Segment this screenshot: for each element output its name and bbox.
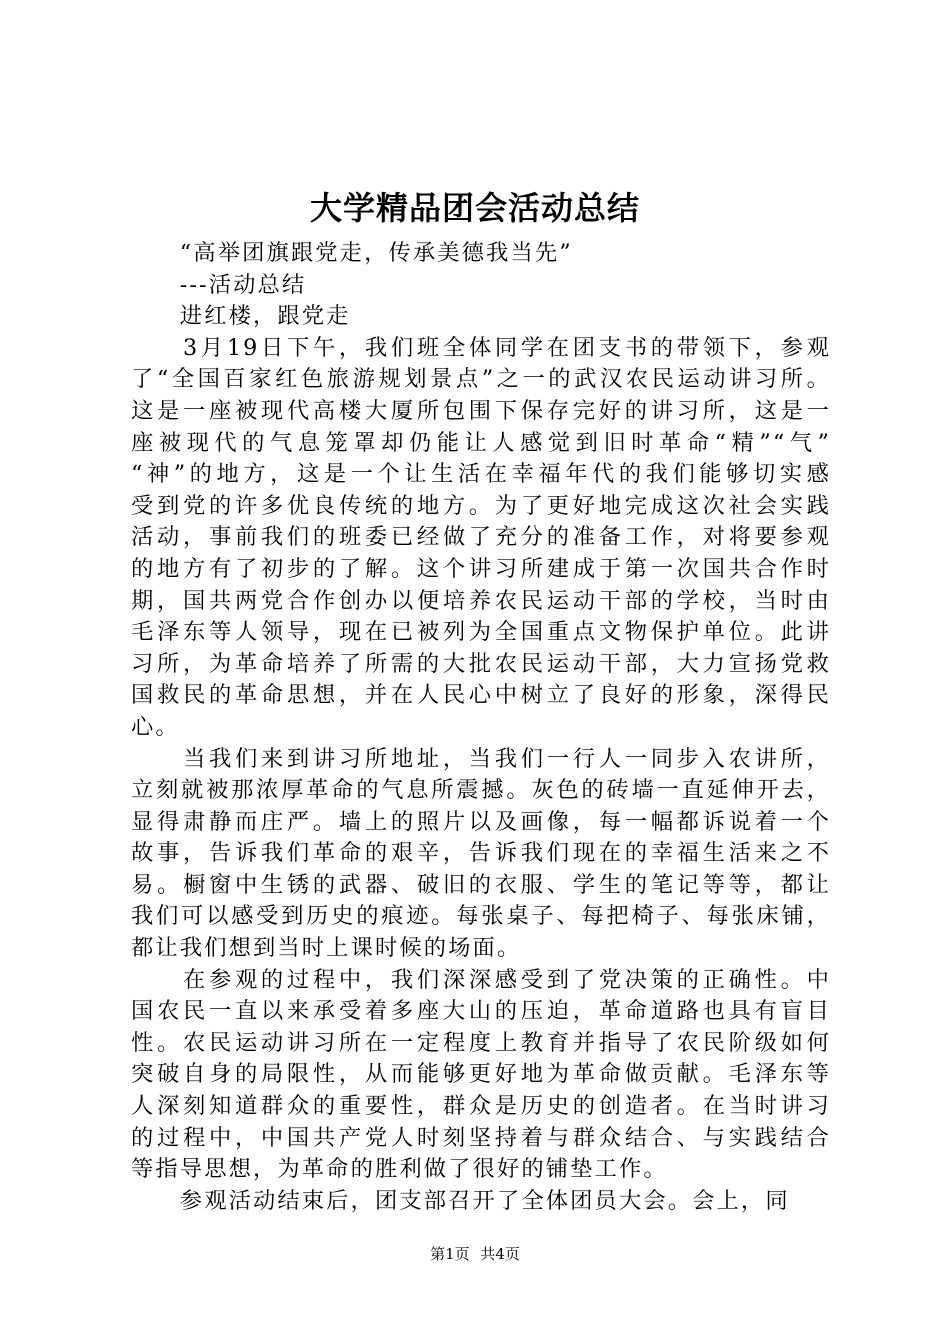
- text-line: 故事，告诉我们革命的艰辛，告诉我们现在的幸福生活来之不: [131, 840, 831, 867]
- text-line: 当我们来到讲习所地址，当我们一行人一同步入农讲所，: [131, 745, 831, 772]
- document-body: [131, 238, 831, 1217]
- text-line: 进红楼，跟党走: [131, 303, 351, 330]
- text-line: 毛泽东等人领导，现在已被列为全国重点文物保护单位。此讲: [131, 619, 831, 646]
- text-line: ---活动总结: [131, 271, 307, 298]
- text-line: 受到党的许多优良传统的地方。为了更好地完成这次社会实践: [131, 492, 831, 519]
- text-line: 性。农民运动讲习所在一定程度上教育并指导了农民阶级如何: [131, 1029, 831, 1056]
- text-line: 立刻就被那浓厚革命的气息所震撼。灰色的砖墙一直延伸开去，: [131, 777, 831, 804]
- text-line: 在参观的过程中，我们深深感受到了党决策的正确性。中: [131, 966, 831, 993]
- text-line: 都让我们想到当时上课时候的场面。: [131, 935, 522, 962]
- page-total: 共4页: [480, 1245, 520, 1263]
- document-title: 大学精品团会活动总结: [309, 189, 640, 227]
- text-line: 等指导思想，为革命的胜利做了很好的铺垫工作。: [131, 1156, 668, 1183]
- text-line: 这是一座被现代高楼大厦所包围下保存完好的讲习所，这是一: [131, 397, 831, 424]
- text-line: 了“全国百家红色旅游规划景点”之一的武汉农民运动讲习所。: [131, 366, 831, 393]
- text-line: 显得肃静而庄严。墙上的照片以及画像，每一幅都诉说着一个: [131, 808, 831, 835]
- text-line: 人深刻知道群众的重要性，群众是历史的创造者。在当时讲习: [131, 1093, 831, 1120]
- page-footer: [0, 1244, 950, 1264]
- text-line: “神”的地方，这是一个让生活在幸福年代的我们能够切实感: [131, 461, 831, 488]
- page-number: 第1页: [430, 1245, 470, 1263]
- text-line: “高举团旗跟党走，传承美德我当先”: [131, 240, 573, 266]
- text-line: 3月19日下午，我们班全体同学在团支书的带领下，参观: [131, 334, 831, 361]
- text-line: 易。橱窗中生锈的武器、破旧的衣服、学生的笔记等等，都让: [131, 871, 831, 898]
- text-line: 心。: [131, 713, 180, 740]
- text-line: 的地方有了初步的了解。这个讲习所建成于第一次国共合作时: [131, 555, 831, 582]
- text-line: 参观活动结束后，团支部召开了全体团员大会。会上，同: [131, 1187, 790, 1214]
- text-line: 突破自身的局限性，从而能够更好地为革命做贡献。毛泽东等: [131, 1061, 831, 1088]
- text-line: 的过程中，中国共产党人时刻坚持着与群众结合、与实践结合: [131, 1124, 831, 1151]
- text-line: 我们可以感受到历史的痕迹。每张桌子、每把椅子、每张床铺，: [131, 903, 831, 930]
- text-line: 座被现代的气息笼罩却仍能让人感觉到旧时革命“精”“气”: [131, 429, 831, 456]
- text-line: 国救民的革命思想，并在人民心中树立了良好的形象，深得民: [131, 682, 831, 709]
- text-line: 期，国共两党合作创办以便培养农民运动干部的学校，当时由: [131, 587, 831, 614]
- text-line: 活动，事前我们的班委已经做了充分的准备工作，对将要参观: [131, 524, 831, 551]
- text-line: 习所，为革命培养了所需的大批农民运动干部，大力宣扬党救: [131, 650, 831, 677]
- text-line: 国农民一直以来承受着多座大山的压迫，革命道路也具有盲目: [131, 998, 831, 1025]
